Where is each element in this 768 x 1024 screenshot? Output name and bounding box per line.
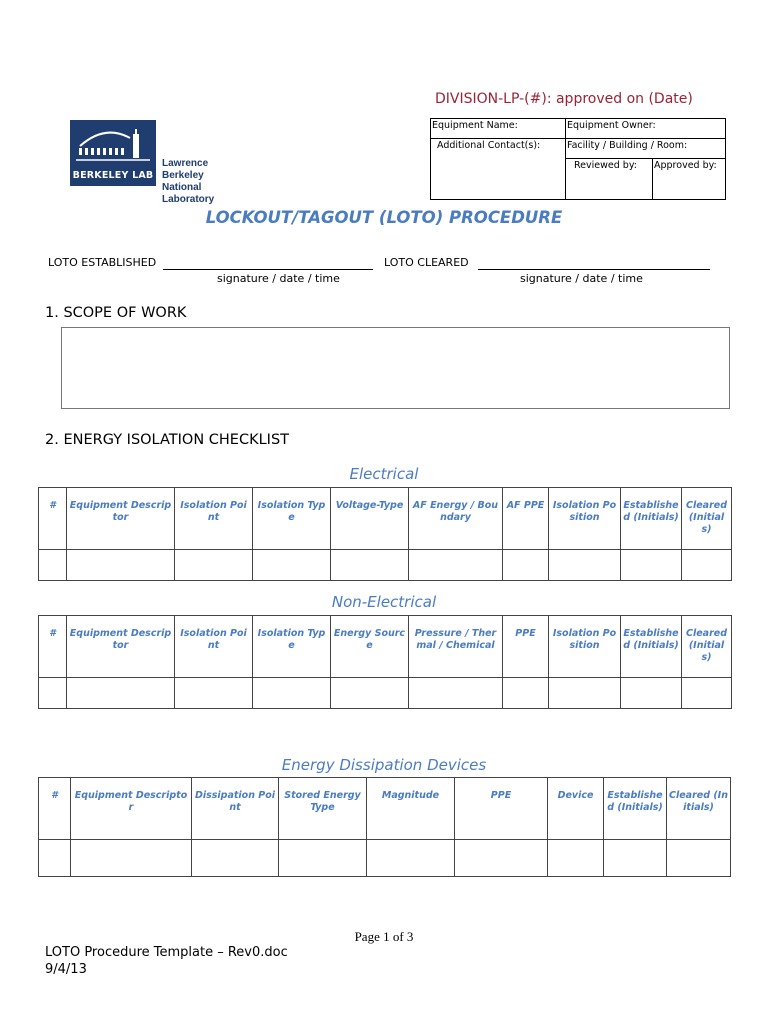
table-cell[interactable] (331, 550, 409, 581)
table-cell[interactable] (503, 550, 549, 581)
berkeley-lab-logo (70, 120, 252, 205)
non-electrical-header-pressure: Pressure / Thermal / Chemical (409, 616, 503, 678)
footer-date: 9/4/13 (45, 962, 87, 977)
table-cell[interactable] (682, 550, 732, 581)
logo-mark (70, 120, 156, 186)
non-electrical-header-isolation-type: Isolation Type (253, 616, 331, 678)
page-title: LOCKOUT/TAGOUT (LOTO) PROCEDURE (205, 208, 563, 227)
dissipation-header-equipment: Equipment Descriptor (71, 778, 192, 840)
table-cell[interactable] (331, 678, 409, 709)
table-cell[interactable] (604, 840, 667, 877)
scope-of-work-field[interactable] (61, 327, 730, 409)
table-cell[interactable] (71, 840, 192, 877)
dissipation-header-cleared: Cleared (Initials) (667, 778, 731, 840)
electrical-header-isolation-point: Isolation Point (175, 488, 253, 550)
electrical-header-af-energy: AF Energy / Boundary (409, 488, 503, 550)
footer-info (45, 944, 288, 978)
dissipation-header-point: Dissipation Point (192, 778, 279, 840)
dissipation-header-device: Device (548, 778, 604, 840)
dissipation-table-row (39, 840, 731, 877)
equipment-info-table (430, 118, 726, 200)
non-electrical-header-cleared: Cleared (Initials) (682, 616, 732, 678)
electrical-header-isolation-type: Isolation Type (253, 488, 331, 550)
established-signature-caption: signature / date / time (217, 272, 340, 285)
table-cell[interactable] (621, 550, 682, 581)
table-cell[interactable] (503, 678, 549, 709)
table-cell[interactable] (682, 678, 732, 709)
table-cell[interactable] (39, 840, 71, 877)
table-cell[interactable] (39, 678, 67, 709)
non-electrical-header-equipment: Equipment Descriptor (67, 616, 175, 678)
non-electrical-header-established: Established (Initials) (621, 616, 682, 678)
electrical-header-isolation-position: Isolation Position (549, 488, 621, 550)
electrical-table-title: Electrical (349, 465, 419, 483)
non-electrical-table-title: Non-Electrical (331, 593, 437, 611)
table-cell[interactable] (548, 840, 604, 877)
table-cell[interactable] (253, 678, 331, 709)
dissipation-header-stored-energy: Stored Energy Type (279, 778, 367, 840)
equipment-owner-cell[interactable]: Equipment Owner: (566, 119, 726, 139)
table-cell[interactable] (621, 678, 682, 709)
dissipation-header-ppe: PPE (455, 778, 548, 840)
non-electrical-header-isolation-point: Isolation Point (175, 616, 253, 678)
electrical-table (38, 487, 732, 581)
logo-line-1: Lawrence Berkeley (162, 158, 209, 181)
non-electrical-header-energy-source: Energy Source (331, 616, 409, 678)
non-electrical-header-num: # (39, 616, 67, 678)
table-cell[interactable] (67, 678, 175, 709)
energy-heading: 2. ENERGY ISOLATION CHECKLIST (45, 432, 290, 448)
table-cell[interactable] (175, 550, 253, 581)
electrical-header-cleared: Cleared (Initials) (682, 488, 732, 550)
table-cell[interactable] (367, 840, 455, 877)
table-cell[interactable] (253, 550, 331, 581)
non-electrical-table (38, 615, 732, 709)
dissipation-header-magnitude: Magnitude (367, 778, 455, 840)
table-cell[interactable] (67, 550, 175, 581)
approved-by-cell[interactable]: Approved by: (653, 159, 726, 200)
table-cell[interactable] (667, 840, 731, 877)
table-cell[interactable] (175, 678, 253, 709)
additional-contacts-cell[interactable]: Additional Contact(s): (431, 139, 566, 200)
table-cell[interactable] (455, 840, 548, 877)
non-electrical-table-row (39, 678, 732, 709)
footer-doc-name: LOTO Procedure Template – Rev0.doc (45, 945, 288, 960)
electrical-table-row (39, 550, 732, 581)
dissipation-header-established: Established (Initials) (604, 778, 667, 840)
dissipation-table (38, 777, 731, 877)
table-cell[interactable] (192, 840, 279, 877)
table-cell[interactable] (409, 550, 503, 581)
loto-established-label: LOTO ESTABLISHED (48, 256, 157, 269)
page-number: Page 1 of 3 (354, 929, 414, 944)
table-cell[interactable] (549, 678, 621, 709)
table-cell[interactable] (549, 550, 621, 581)
non-electrical-header-ppe: PPE (503, 616, 549, 678)
non-electrical-header-isolation-position: Isolation Position (549, 616, 621, 678)
facility-cell[interactable]: Facility / Building / Room: (566, 139, 726, 159)
table-cell[interactable] (279, 840, 367, 877)
dissipation-header-num: # (39, 778, 71, 840)
table-cell[interactable] (39, 550, 67, 581)
electrical-header-equipment: Equipment Descriptor (67, 488, 175, 550)
cleared-signature-caption: signature / date / time (520, 272, 643, 285)
table-cell[interactable] (409, 678, 503, 709)
division-approval-line: DIVISION-LP-(#): approved on (Date) (435, 91, 693, 107)
scope-heading: 1. SCOPE OF WORK (45, 305, 187, 321)
dissipation-table-title: Energy Dissipation Devices (281, 756, 487, 774)
electrical-header-num: # (39, 488, 67, 550)
loto-established-signature-line[interactable] (163, 269, 373, 270)
loto-cleared-label: LOTO CLEARED (384, 256, 469, 269)
loto-cleared-signature-line[interactable] (478, 269, 710, 270)
logo-wordmark (162, 158, 252, 206)
electrical-header-established: Established (Initials) (621, 488, 682, 550)
electrical-header-af-ppe: AF PPE (503, 488, 549, 550)
logo-box-label: BERKELEY LAB (72, 170, 154, 181)
electrical-header-voltage-type: Voltage-Type (331, 488, 409, 550)
equipment-name-cell[interactable]: Equipment Name: (431, 119, 566, 139)
reviewed-by-cell[interactable]: Reviewed by: (566, 159, 653, 200)
logo-line-2: National Laboratory (162, 182, 215, 205)
